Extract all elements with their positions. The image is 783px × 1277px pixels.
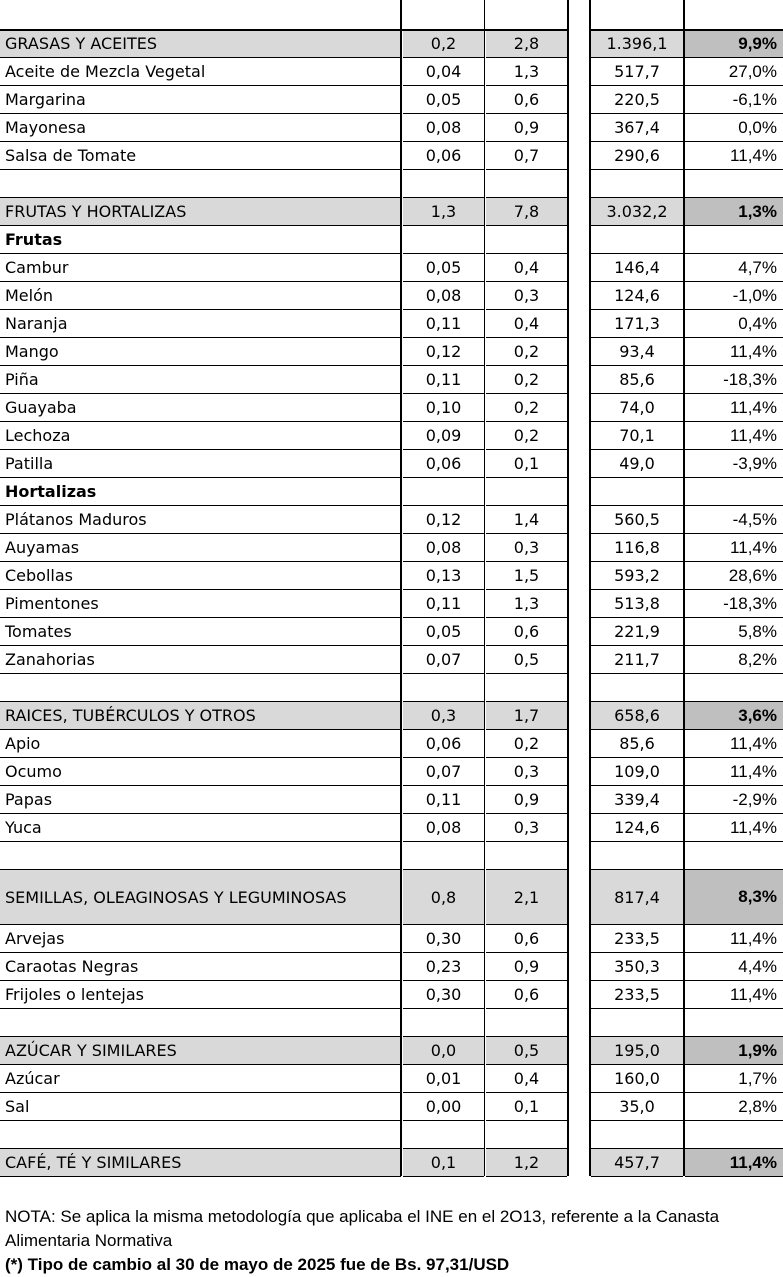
item-name-cell: Piña [0,366,401,394]
cost-cell: 560,5 [591,506,683,534]
col2-cell: 1,2 [486,1149,567,1177]
variation-cell [685,170,783,198]
col2-cell: 1,3 [486,58,567,86]
header-rule [401,29,567,31]
cost-cell [591,842,683,870]
variation-cell: 4,7% [685,254,783,282]
category-row [0,1037,783,1065]
methodology-note: NOTA: Se aplica la misma metodología que aplicaba el INE en el 2O13, referente a la Canasta Alimentaria Normativa [5,1207,720,1250]
variation-cell: 11,4% [685,730,783,758]
variation-cell: -3,9% [685,450,783,478]
table-row [0,786,783,814]
col1-cell: 0,08 [403,114,484,142]
column-divider [567,0,569,1176]
col1-cell: 0,0 [403,1037,484,1065]
col1-cell: 0,06 [403,450,484,478]
variation-cell: 11,4% [685,422,783,450]
item-name-cell: RAICES, TUBÉRCULOS Y OTROS [0,702,401,730]
item-name-cell: Cebollas [0,562,401,590]
col2-cell: 2,8 [486,30,567,58]
cost-cell: 93,4 [591,338,683,366]
col2-cell: 1,7 [486,702,567,730]
col2-cell: 2,1 [486,870,567,925]
cost-cell: 70,1 [591,422,683,450]
cost-cell [591,226,683,254]
col1-cell: 0,23 [403,953,484,981]
spacer-row [0,2,783,30]
item-name-cell: Naranja [0,310,401,338]
col1-cell [403,674,484,702]
table-row [0,366,783,394]
col1-cell: 0,05 [403,618,484,646]
col2-cell [486,226,567,254]
variation-cell: -1,0% [685,282,783,310]
col2-cell: 0,2 [486,338,567,366]
category-row [0,30,783,58]
item-name-cell: SEMILLAS, OLEAGINOSAS Y LEGUMINOSAS [0,870,401,925]
exchange-rate-note: (*) Tipo de cambio al 30 de mayo de 2025 fue de Bs. 97,31/USD [5,1255,510,1274]
cost-cell: 233,5 [591,925,683,953]
cost-cell [591,2,683,30]
col2-cell: 0,6 [486,86,567,114]
cost-cell [591,674,683,702]
col1-cell: 0,04 [403,58,484,86]
item-name-cell: Guayaba [0,394,401,422]
cost-cell: 74,0 [591,394,683,422]
cost-cell: 195,0 [591,1037,683,1065]
table-row [0,310,783,338]
item-name-cell: Mayonesa [0,114,401,142]
col2-cell: 0,6 [486,618,567,646]
col2-cell: 0,3 [486,282,567,310]
item-name-cell: Ocumo [0,758,401,786]
table-row [0,981,783,1009]
item-name-cell: Cambur [0,254,401,282]
variation-cell: 11,4% [685,981,783,1009]
item-name-cell: Auyamas [0,534,401,562]
variation-cell [685,674,783,702]
col2-cell: 0,5 [486,646,567,674]
cost-cell: 517,7 [591,58,683,86]
col1-cell [403,226,484,254]
notes-section [5,1205,780,1277]
col2-cell: 0,2 [486,422,567,450]
category-row [0,198,783,226]
variation-cell: 4,4% [685,953,783,981]
cost-cell [591,1121,683,1149]
col1-cell: 0,05 [403,86,484,114]
col2-cell: 0,9 [486,114,567,142]
item-name-cell: Salsa de Tomate [0,142,401,170]
col1-cell [403,1009,484,1037]
cost-cell: 124,6 [591,814,683,842]
item-name-cell: Mango [0,338,401,366]
variation-cell: 11,4% [685,925,783,953]
col2-cell: 1,4 [486,506,567,534]
table-row [0,618,783,646]
table-row [0,254,783,282]
col1-cell: 0,13 [403,562,484,590]
category-row [0,1149,783,1177]
cost-cell: 367,4 [591,114,683,142]
cost-cell: 339,4 [591,786,683,814]
col1-cell: 0,8 [403,870,484,925]
variation-cell [685,226,783,254]
col1-cell: 0,01 [403,1065,484,1093]
variation-cell: -2,9% [685,786,783,814]
table-row [0,58,783,86]
cost-cell: 457,7 [591,1149,683,1177]
spacer-row [0,1009,783,1037]
col2-cell: 0,2 [486,366,567,394]
item-name-cell: Patilla [0,450,401,478]
variation-cell: 2,8% [685,1093,783,1121]
variation-cell: 1,3% [685,198,783,226]
variation-cell [685,1009,783,1037]
col1-cell: 0,2 [403,30,484,58]
cost-cell: 350,3 [591,953,683,981]
col1-cell [403,2,484,30]
col1-cell: 0,05 [403,254,484,282]
cost-cell: 109,0 [591,758,683,786]
variation-cell: 0,4% [685,310,783,338]
variation-cell: -6,1% [685,86,783,114]
col1-cell: 0,30 [403,981,484,1009]
col1-cell: 0,09 [403,422,484,450]
col2-cell: 0,1 [486,450,567,478]
variation-cell: 11,4% [685,758,783,786]
spacer-row [0,674,783,702]
cost-cell: 513,8 [591,590,683,618]
col2-cell: 0,4 [486,1065,567,1093]
cost-cell: 211,7 [591,646,683,674]
variation-cell: 11,4% [685,338,783,366]
col2-cell [486,842,567,870]
item-name-cell [0,842,401,870]
category-row [0,702,783,730]
col2-cell: 0,6 [486,925,567,953]
item-name-cell: Sal [0,1093,401,1121]
table-row [0,758,783,786]
item-name-cell [0,1121,401,1149]
cost-cell: 233,5 [591,981,683,1009]
table-row [0,814,783,842]
item-name-cell: Plátanos Maduros [0,506,401,534]
variation-cell: 3,6% [685,702,783,730]
table-row [0,114,783,142]
col1-cell: 0,10 [403,394,484,422]
table-row [0,590,783,618]
col1-cell: 0,12 [403,506,484,534]
item-name-cell: Tomates [0,618,401,646]
cost-cell: 593,2 [591,562,683,590]
variation-cell: 28,6% [685,562,783,590]
item-name-cell: Melón [0,282,401,310]
table-row [0,142,783,170]
col1-cell: 0,3 [403,702,484,730]
variation-cell: 5,8% [685,618,783,646]
col2-cell: 7,8 [486,198,567,226]
column-divider [484,0,485,1176]
variation-cell: 11,4% [685,534,783,562]
cost-cell: 220,5 [591,86,683,114]
variation-cell [685,1121,783,1149]
cost-cell: 658,6 [591,702,683,730]
col1-cell [403,1121,484,1149]
cost-cell: 160,0 [591,1065,683,1093]
col2-cell: 0,2 [486,730,567,758]
col2-cell: 0,7 [486,142,567,170]
table-row [0,338,783,366]
col1-cell: 0,11 [403,366,484,394]
col2-cell: 0,2 [486,394,567,422]
variation-cell: 8,3% [685,870,783,925]
cost-cell [591,1009,683,1037]
variation-cell: 27,0% [685,58,783,86]
variation-cell: -4,5% [685,506,783,534]
column-divider [589,0,591,1176]
col1-cell: 0,11 [403,786,484,814]
variation-cell: 11,4% [685,142,783,170]
header-rule [589,29,783,31]
item-name-cell: CAFÉ, TÉ Y SIMILARES [0,1149,401,1177]
item-name-cell: Arvejas [0,925,401,953]
header-rule [0,29,401,31]
variation-cell: 11,4% [685,814,783,842]
col2-cell: 0,6 [486,981,567,1009]
col1-cell: 0,07 [403,758,484,786]
table-row [0,1065,783,1093]
col1-cell: 0,1 [403,1149,484,1177]
column-divider [683,0,685,1176]
cost-cell: 85,6 [591,366,683,394]
cost-cell: 146,4 [591,254,683,282]
item-name-cell: Papas [0,786,401,814]
col1-cell: 0,00 [403,1093,484,1121]
subcategory-row [0,478,783,506]
col2-cell: 0,3 [486,758,567,786]
table-row [0,953,783,981]
item-name-cell: Margarina [0,86,401,114]
item-name-cell: GRASAS Y ACEITES [0,30,401,58]
col2-cell: 0,3 [486,534,567,562]
item-name-cell: Frutas [0,226,401,254]
cost-cell: 817,4 [591,870,683,925]
table-row [0,394,783,422]
item-name-cell: Azúcar [0,1065,401,1093]
table-row [0,646,783,674]
table-row [0,86,783,114]
variation-cell: 9,9% [685,30,783,58]
col1-cell: 0,11 [403,590,484,618]
col1-cell: 0,12 [403,338,484,366]
variation-cell: 1,7% [685,1065,783,1093]
col1-cell: 0,07 [403,646,484,674]
item-name-cell: Pimentones [0,590,401,618]
item-name-cell [0,170,401,198]
item-name-cell [0,1009,401,1037]
item-name-cell: Aceite de Mezcla Vegetal [0,58,401,86]
col2-cell: 1,5 [486,562,567,590]
spacer-row [0,170,783,198]
col1-cell [403,842,484,870]
cost-cell: 1.396,1 [591,30,683,58]
cost-cell: 171,3 [591,310,683,338]
variation-cell: 11,4% [685,394,783,422]
variation-cell [685,478,783,506]
cost-cell: 3.032,2 [591,198,683,226]
cost-cell [591,478,683,506]
cost-cell: 124,6 [591,282,683,310]
variation-cell [685,842,783,870]
table-row [0,1093,783,1121]
table-row [0,282,783,310]
col2-cell: 0,4 [486,254,567,282]
spacer-row [0,842,783,870]
col1-cell [403,170,484,198]
variation-cell [685,2,783,30]
col2-cell: 0,9 [486,953,567,981]
table-row [0,506,783,534]
col2-cell: 0,1 [486,1093,567,1121]
cost-cell: 290,6 [591,142,683,170]
item-name-cell: Frijoles o lentejas [0,981,401,1009]
col2-cell [486,1009,567,1037]
table-row [0,562,783,590]
item-name-cell: Caraotas Negras [0,953,401,981]
item-name-cell: Lechoza [0,422,401,450]
cost-cell: 116,8 [591,534,683,562]
table-row [0,450,783,478]
item-name-cell [0,674,401,702]
variation-cell: 1,9% [685,1037,783,1065]
col2-cell [486,1121,567,1149]
col2-cell [486,674,567,702]
col1-cell: 1,3 [403,198,484,226]
col1-cell: 0,08 [403,814,484,842]
col2-cell [486,2,567,30]
col1-cell: 0,06 [403,142,484,170]
col2-cell: 0,4 [486,310,567,338]
variation-cell: 11,4% [685,1149,783,1177]
item-name-cell: FRUTAS Y HORTALIZAS [0,198,401,226]
col1-cell: 0,06 [403,730,484,758]
cost-cell: 221,9 [591,618,683,646]
variation-cell: 0,0% [685,114,783,142]
column-divider [400,0,402,1176]
table-row [0,925,783,953]
col2-cell: 1,3 [486,590,567,618]
col2-cell: 0,5 [486,1037,567,1065]
col2-cell: 0,9 [486,786,567,814]
category-row [0,870,783,925]
table-row [0,534,783,562]
variation-cell: 8,2% [685,646,783,674]
col2-cell [486,478,567,506]
variation-cell: -18,3% [685,366,783,394]
col1-cell [403,478,484,506]
variation-cell: -18,3% [685,590,783,618]
spacer-row [0,1121,783,1149]
cost-cell [591,170,683,198]
item-name-cell [0,2,401,30]
col1-cell: 0,11 [403,310,484,338]
col2-cell [486,170,567,198]
col1-cell: 0,08 [403,534,484,562]
col1-cell: 0,08 [403,282,484,310]
cost-cell: 35,0 [591,1093,683,1121]
item-name-cell: AZÚCAR Y SIMILARES [0,1037,401,1065]
cost-cell: 49,0 [591,450,683,478]
table-row [0,422,783,450]
item-name-cell: Apio [0,730,401,758]
cost-cell: 85,6 [591,730,683,758]
subcategory-row [0,226,783,254]
item-name-cell: Zanahorias [0,646,401,674]
item-name-cell: Yuca [0,814,401,842]
col2-cell: 0,3 [486,814,567,842]
item-name-cell: Hortalizas [0,478,401,506]
table-row [0,730,783,758]
col1-cell: 0,30 [403,925,484,953]
